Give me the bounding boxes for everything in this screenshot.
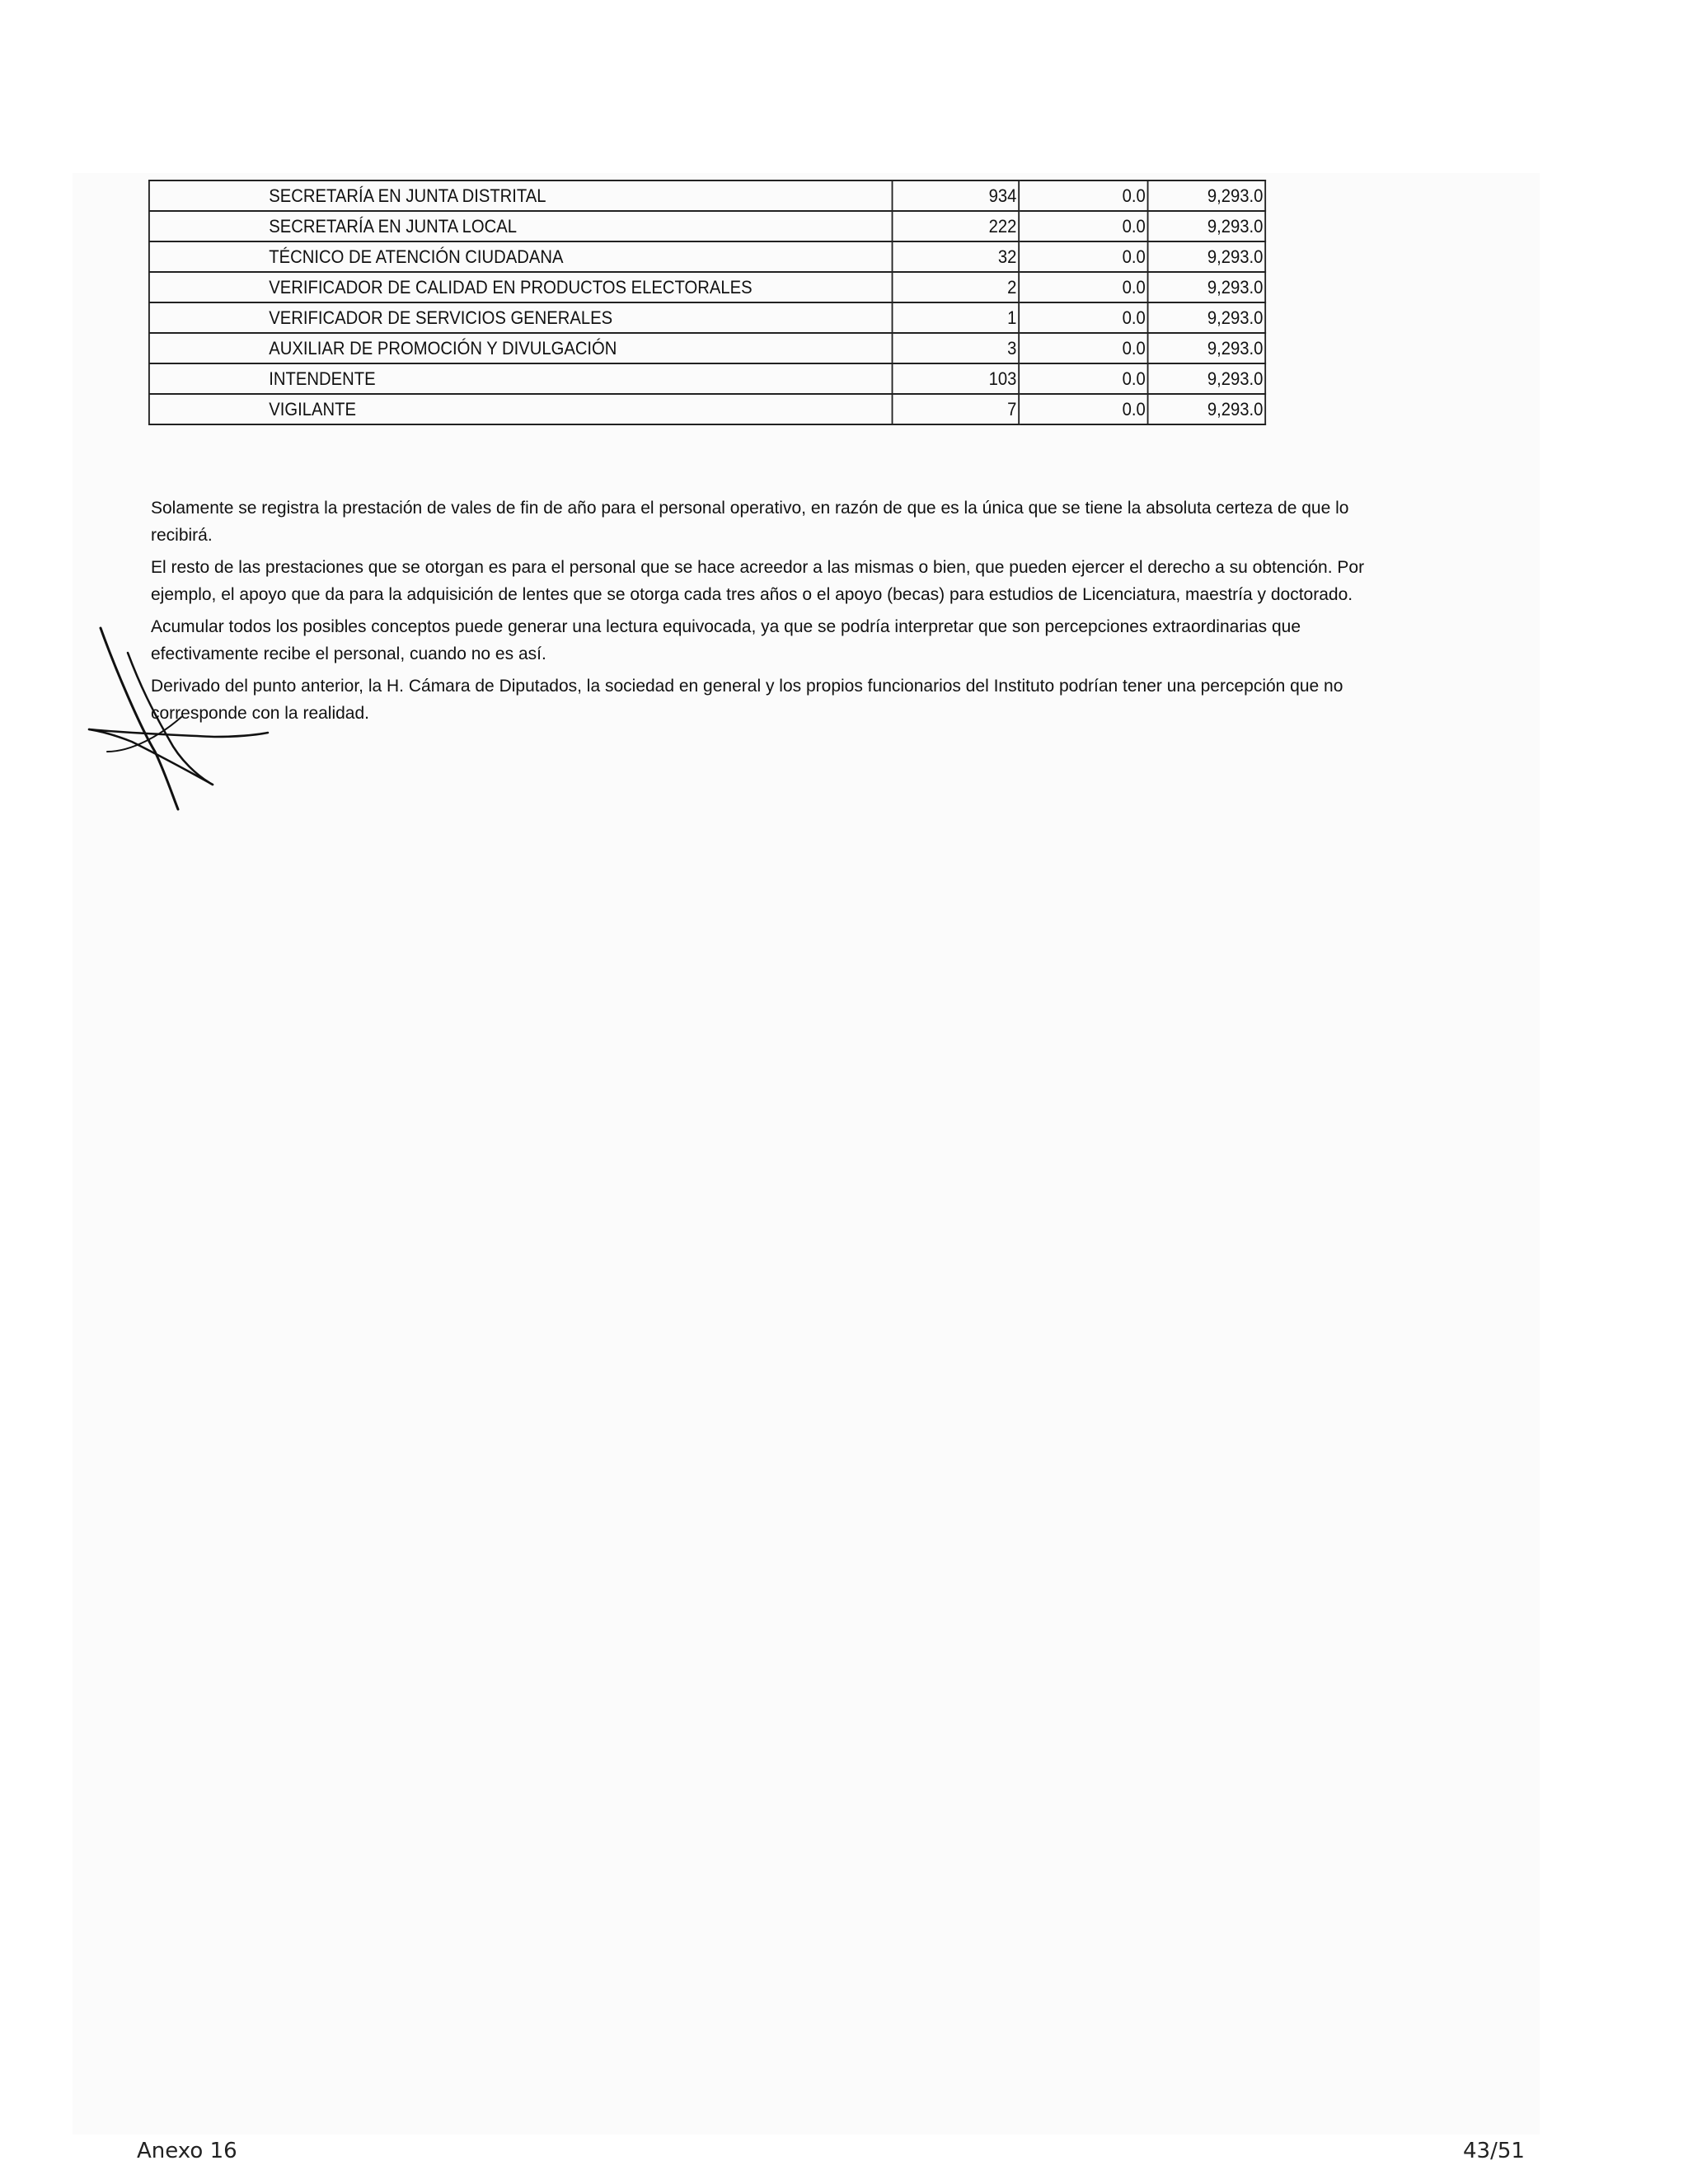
position-count: 222 [893, 211, 1020, 241]
position-amount-b: 9,293.0 [1148, 302, 1266, 333]
position-count: 32 [893, 241, 1020, 272]
position-amount-a: 0.0 [1019, 394, 1147, 424]
position-name: SECRETARÍA EN JUNTA LOCAL [149, 211, 893, 241]
position-amount-b: 9,293.0 [1148, 333, 1266, 363]
table-row [149, 180, 1265, 211]
annex-label: Anexo 16 [137, 2139, 237, 2163]
position-amount-b: 9,293.0 [1148, 241, 1266, 272]
position-amount-b: 9,293.0 [1148, 211, 1266, 241]
table-row [149, 272, 1265, 302]
position-count: 934 [893, 180, 1020, 211]
table-row [149, 211, 1265, 241]
position-count: 2 [893, 272, 1020, 302]
position-name: VERIFICADOR DE CALIDAD EN PRODUCTOS ELECTORALES [149, 272, 893, 302]
page-number: 43/51 [1463, 2139, 1525, 2163]
position-amount-b: 9,293.0 [1148, 272, 1266, 302]
position-amount-b: 9,293.0 [1148, 180, 1266, 211]
position-amount-a: 0.0 [1019, 333, 1147, 363]
position-name: TÉCNICO DE ATENCIÓN CIUDADANA [149, 241, 893, 272]
position-name: SECRETARÍA EN JUNTA DISTRITAL [149, 180, 893, 211]
handwritten-signature-icon [82, 620, 280, 818]
table-row [149, 241, 1265, 272]
table-row [149, 394, 1265, 424]
position-amount-a: 0.0 [1019, 302, 1147, 333]
position-count: 7 [893, 394, 1020, 424]
position-count: 1 [893, 302, 1020, 333]
note-paragraph: Solamente se registra la prestación de vales de fin de año para el personal operativo, en razón de que es la única que se tiene la absoluta certeza de que lo recibirá. [151, 499, 1349, 545]
position-name: INTENDENTE [149, 363, 893, 394]
position-name: VERIFICADOR DE SERVICIOS GENERALES [149, 302, 893, 333]
notes-section [151, 494, 1367, 732]
position-amount-a: 0.0 [1019, 241, 1147, 272]
note-paragraph: Acumular todos los posibles conceptos puede generar una lectura equivocada, ya que se podría interpretar que son percepciones extraordinarias que efectivamente recibe el personal, cuando no es así. [151, 617, 1301, 663]
position-amount-a: 0.0 [1019, 272, 1147, 302]
position-amount-b: 9,293.0 [1148, 363, 1266, 394]
position-count: 103 [893, 363, 1020, 394]
table-row [149, 363, 1265, 394]
position-amount-b: 9,293.0 [1148, 394, 1266, 424]
position-name: AUXILIAR DE PROMOCIÓN Y DIVULGACIÓN [149, 333, 893, 363]
positions-table [148, 180, 1266, 425]
position-amount-a: 0.0 [1019, 211, 1147, 241]
table-row [149, 333, 1265, 363]
note-paragraph: Derivado del punto anterior, la H. Cámara de Diputados, la sociedad en general y los propios funcionarios del Instituto podrían tener una percepción que no corresponde con la realidad. [151, 677, 1343, 723]
position-amount-a: 0.0 [1019, 180, 1147, 211]
positions-table-body [149, 180, 1265, 424]
position-amount-a: 0.0 [1019, 363, 1147, 394]
position-name: VIGILANTE [149, 394, 893, 424]
position-count: 3 [893, 333, 1020, 363]
note-paragraph: El resto de las prestaciones que se otorgan es para el personal que se hace acreedor a las mismas o bien, que pueden ejercer el derecho a su obtención. Por ejemplo, el apoyo que da para la adquisición de lentes que se otorga cada tres años o el apoyo (becas) para estudios de Licenciatura, maestría y doctorado. [151, 558, 1365, 604]
scanned-page-area [73, 173, 1540, 2135]
table-row [149, 302, 1265, 333]
